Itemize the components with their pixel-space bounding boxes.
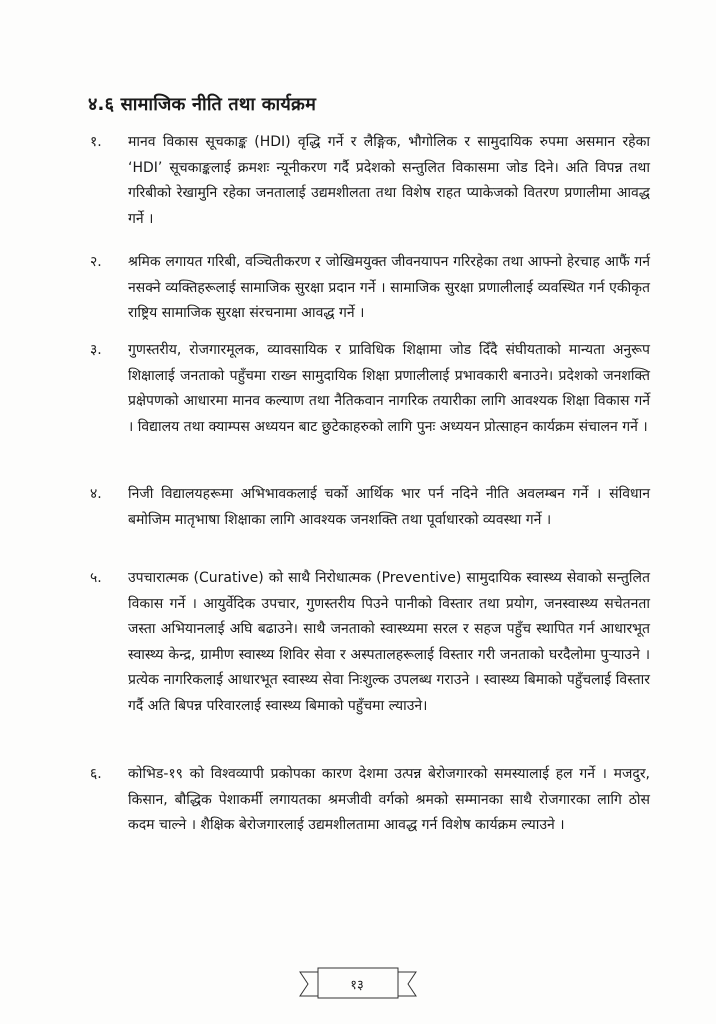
- item-number: ५.: [90, 570, 102, 586]
- list-item: [90, 566, 650, 719]
- page-footer: [0, 962, 716, 1006]
- item-number: २.: [90, 254, 102, 270]
- list-item: [90, 482, 650, 533]
- item-number: ४.: [90, 486, 102, 502]
- section-heading: ४.६ सामाजिक नीति तथा कार्यक्रम: [88, 94, 317, 115]
- item-text: गुणस्तरीय, रोजगारमूलक, व्यावसायिक र प्राविधिक शिक्षामा जोड दिँदै संघीयताको मान्यता अनुरूप शिक्षालाई जनताको पहुँचमा राख्न सामुदायिक शिक्षा प्रणालीलाई प्रभावकारी बनाउने। प्रदेशको जनशक्ति प्रक्षेपणको आधारमा मानव कल्याण तथा नैतिकवान नागरिक तयारीका लागि आवश्यक शिक्षा विकास गर्ने । विद्यालय तथा क्याम्पस अध्ययन बाट छुटेकाहरुको लागि पुनः अध्ययन प्रोत्साहन कार्यक्रम संचालन गर्ने ।: [128, 342, 650, 435]
- item-text: कोभिड-१९ को विश्वव्यापी प्रकोपका कारण देशमा उत्पन्न बेरोजगारको समस्यालाई हल गर्ने । मजदुर, किसान, बौद्धिक पेशाकर्मी लगायतका श्रमजीवी वर्गको श्रमको सम्मानका साथै रोजगारका लागि ठोस कदम चाल्ने । शैक्षिक बेरोजगारलाई उद्यमशीलतामा आवद्ध गर्न विशेष कार्यक्रम ल्याउने ।: [128, 766, 650, 833]
- item-number: ३.: [90, 342, 102, 358]
- list-item: [90, 250, 650, 327]
- item-text: श्रमिक लगायत गरिबी, वञ्चितीकरण र जोखिमयुक्त जीवनयापन गरिरहेका तथा आफ्नो हेरचाह आफैं गर्न नसक्ने व्यक्तिहरूलाई सामाजिक सुरक्षा प्रदान गर्ने । सामाजिक सुरक्षा प्रणालीलाई व्यवस्थित गर्न एकीकृत राष्ट्रिय सामाजिक सुरक्षा संरचनामा आवद्ध गर्ने ।: [128, 254, 650, 321]
- item-number: ६.: [90, 766, 102, 782]
- item-text: निजी विद्यालयहरूमा अभिभावकलाई चर्को आर्थिक भार पर्न नदिने नीति अवलम्बन गर्ने । संविधान बमोजिम मातृभाषा शिक्षाका लागि आवश्यक जनशक्ति तथा पूर्वाधारको व्यवस्था गर्ने ।: [128, 486, 650, 528]
- item-text: उपचारात्मक (Curative) को साथै निरोधात्मक (Preventive) सामुदायिक स्वास्थ्य सेवाको सन्तुलित विकास गर्ने । आयुर्वेदिक उपचार, गुणस्तरीय पिउने पानीको विस्तार तथा प्रयोग, जनस्वास्थ्य सचेतनता जस्ता अभियानलाई अघि बढाउने। साथै जनताको स्वास्थ्यमा सरल र सहज पहुँच स्थापित गर्न आधारभूत स्वास्थ्य केन्द्र, ग्रामीण स्वास्थ्य शिविर सेवा र अस्पतालहरूलाई विस्तार गरी जनताको घरदैलोमा पुऱ्याउने । प्रत्येक नागरिकलाई आधारभूत स्वास्थ्य सेवा निःशुल्क उपलब्ध गराउने । स्वास्थ्य बिमाको पहुँचलाई विस्तार गर्दै अति बिपन्न परिवारलाई स्वास्थ्य बिमाको पहुँचमा ल्याउने।: [128, 570, 650, 714]
- item-text: मानव विकास सूचकाङ्क (HDI) वृद्धि गर्ने र लैङ्गिक, भौगोलिक र सामुदायिक रुपमा असमान रहेका ‘HDI’ सूचकाङ्कलाई क्रमशः न्यूनीकरण गर्दै प्रदेशको सन्तुलित विकासमा जोड दिने। अति विपन्न तथा गरिबीको रेखामुनि रहेका जनतालाई उद्यमशीलता तथा विशेष राहत प्याकेजको वितरण प्रणालीमा आवद्ध गर्ने ।: [128, 134, 650, 227]
- item-number: १.: [90, 134, 102, 150]
- list-item: [90, 338, 650, 440]
- page-number: १३: [350, 978, 364, 993]
- list-item: [90, 130, 650, 232]
- list-item: [90, 762, 650, 839]
